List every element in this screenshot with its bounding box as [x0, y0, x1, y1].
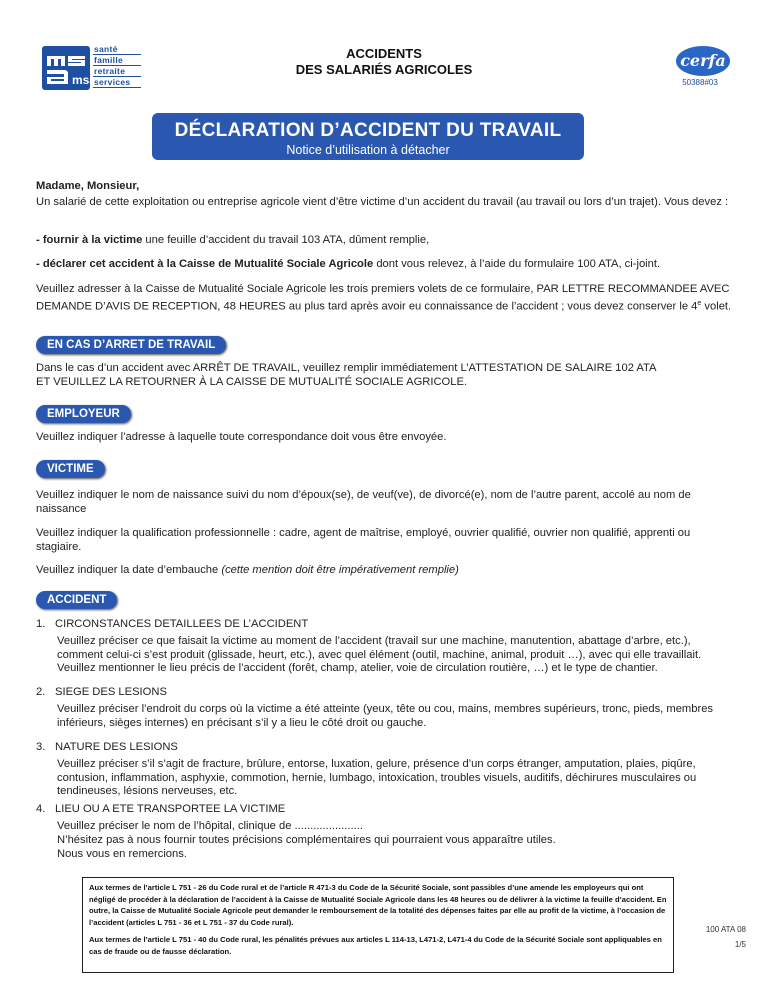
victime-name-instruction: Veuillez indiquer le nom de naissance suivi du nom d’époux(se), de veuf(ve), de divorcé(e), nom de l’autre parent, accolé au nom de naissance [36, 489, 691, 515]
greeting: Madame, Monsieur, [36, 180, 140, 192]
section-header-employeur: EMPLOYEUR [36, 405, 131, 423]
accident-item-4-line-2: N’hésitez pas à nous fournir toutes précisions complémentaires qui pourraient vous apparaître utiles. [57, 834, 556, 846]
heading-line-2: DES SALARIÉS AGRICOLES [295, 62, 473, 77]
instruction-2-bold: - déclarer cet accident à la Caisse de Mutualité Sociale Agricole [36, 258, 374, 270]
brand-line: retraite [93, 66, 141, 77]
section-header-arret: EN CAS D’ARRET DE TRAVAIL [36, 336, 226, 354]
svg-text:cerfa: cerfa [680, 51, 726, 70]
item-title: NATURE DES LESIONS [55, 741, 178, 753]
title-banner [152, 113, 584, 160]
cerfa-logo-icon [674, 44, 732, 78]
page-title: DÉCLARATION D’ACCIDENT DU TRAVAIL [174, 120, 562, 141]
section-header-victime: VICTIME [36, 460, 105, 478]
page-number: 1/5 [734, 940, 746, 949]
instruction-2-text: dont vous relevez, à l’aide du formulaire 100 ATA, ci-joint. [373, 258, 661, 270]
accident-item-1-text: Veuillez préciser ce que faisait la victime au moment de l’accident (travail sur une machine, manutention, abattage d’arbre, etc.), comment celui-ci s’est produit (glissade, heurt, etc.), avec quel élément (outil, machine, animal, produit …), avec qui elle travaillait. Veuillez mentionner le lieu précis de l’accident (forêt, champ, atelier, voie de circulation routière, …) et le type de chantier. [57, 635, 702, 674]
accident-item-4-title [36, 803, 734, 817]
sending-text-end: volet. [701, 300, 732, 313]
accident-item-4-line-3: Nous vous en remercions. [57, 848, 187, 860]
legal-notice-box [82, 877, 674, 973]
brand-line: services [93, 77, 141, 88]
ordinal-superscript: e [697, 299, 702, 307]
item-number: 2. [36, 686, 46, 698]
date-text: Veuillez indiquer la date d’embauche [36, 564, 222, 576]
date-mandatory-note: (cette mention doit être impérativement remplie) [221, 564, 459, 576]
item-title: SIEGE DES LESIONS [55, 686, 167, 698]
item-number: 3. [36, 741, 46, 753]
item-number: 4. [36, 803, 46, 815]
arret-line-2: ET VEUILLEZ LA RETOURNER À LA CAISSE DE MUTUALITÉ SOCIALE AGRICOLE. [36, 376, 468, 388]
instruction-1-bold: - fournir à la victime [36, 234, 143, 246]
victime-qualification-instruction: Veuillez indiquer la qualification professionnelle : cadre, agent de maîtrise, employé, ouvrier qualifié, ouvrier non qualifié, apprenti ou stagiaire. [36, 527, 691, 553]
accident-item-2-title [36, 686, 734, 700]
item-title: CIRCONSTANCES DETAILLEES DE L’ACCIDENT [55, 618, 309, 630]
accident-item-1-title [36, 618, 734, 632]
instruction-1-text: une feuille d’accident du travail 103 ATA, dûment remplie, [142, 234, 430, 246]
victime-date-instruction [36, 564, 734, 578]
intro-paragraph: Un salarié de cette exploitation ou entreprise agricole vient d’être victime d’un accident du travail (au travail ou lors d’un trajet). Vous devez : [36, 196, 729, 208]
employeur-text: Veuillez indiquer l’adresse à laquelle toute correspondance doit vous être envoyée. [36, 431, 447, 443]
instruction-2 [36, 258, 734, 272]
accident-item-3-title [36, 741, 734, 755]
item-title: LIEU OU A ETE TRANSPORTEE LA VICTIME [55, 803, 286, 815]
heading-line-1: ACCIDENTS [346, 46, 422, 61]
accident-item-3-text: Veuillez préciser s’il s’agit de fracture, brûlure, entorse, luxation, gelure, présence d’un corps étranger, amputation, plaies, piqûre, contusion, inflammation, asphyxie, commotion, hernie, lumbago, intoxication, troubles visuels, auditifs, déchirures musculaires ou tendineuses, lésions nerveuses, etc. [57, 758, 697, 797]
accident-item-4-line-1: Veuillez préciser le nom de l’hôpital, clinique de ...................... [57, 820, 363, 832]
legal-paragraph-2: Aux termes de l’article L 751 - 40 du Code rural, les pénalités prévues aux articles L 114-13, L471-2, L471-4 du Code de la Sécurité Sociale sont appliquables en cas de fraude ou de fausse déclaration. [89, 935, 662, 956]
legal-paragraph-1: Aux termes de l’article L 751 - 26 du Code rural et de l’article R 471-3 du Code de la Sécurité Sociale, sont passibles d’une amende les employeurs qui ont négligé de procéder à la déclaration de l’accident à la Caisse de Mutualité Sociale Agricole dans les 48 heures ou de délivrer à la victime la feuille d’accident. En outre, la Caisse de Mutualité Sociale Agricole peut demander le remboursement de la totalité des dépenses faites par elle au profit de la victime, à l’occasion de l’accident (articles L 751 - 36 et L 751 - 37 du Code rural). [89, 883, 667, 927]
svg-text:msa: msa [72, 73, 97, 87]
brand-line: famille [93, 55, 141, 66]
section-header-accident: ACCIDENT [36, 591, 117, 609]
form-reference: 100 ATA 08 [705, 925, 746, 934]
accident-item-2-text: Veuillez préciser l’endroit du corps où la victime a été atteinte (yeux, tête ou cou, mains, membres supérieurs, tronc, pieds, membres inférieurs, sièges internes) en précisant s’il y a lieu le côté droit ou gauche. [57, 703, 714, 729]
instruction-1 [36, 234, 734, 248]
item-number: 1. [36, 618, 46, 630]
sending-instructions [36, 283, 734, 314]
document-heading [0, 46, 768, 78]
arret-line-1: Dans le cas d’un accident avec ARRÊT DE TRAVAIL, veuillez remplir immédiatement L’ATTESTATION DE SALAIRE 102 ATA [36, 362, 657, 374]
sending-text: Veuillez adresser à la Caisse de Mutualité Sociale Agricole les trois premiers volets de ce formulaire, PAR LETTRE RECOMMANDEE AVEC DEMANDE D’AVIS DE RECEPTION, 48 HEURES au plus tard après avoir eu connaissance de l’accident ; vous devez conserver le 4 [36, 283, 730, 313]
brand-line: santé [93, 44, 141, 55]
cerfa-number: 50388#03 [682, 78, 718, 87]
page-subtitle: Notice d’utilisation à détacher [286, 143, 450, 157]
